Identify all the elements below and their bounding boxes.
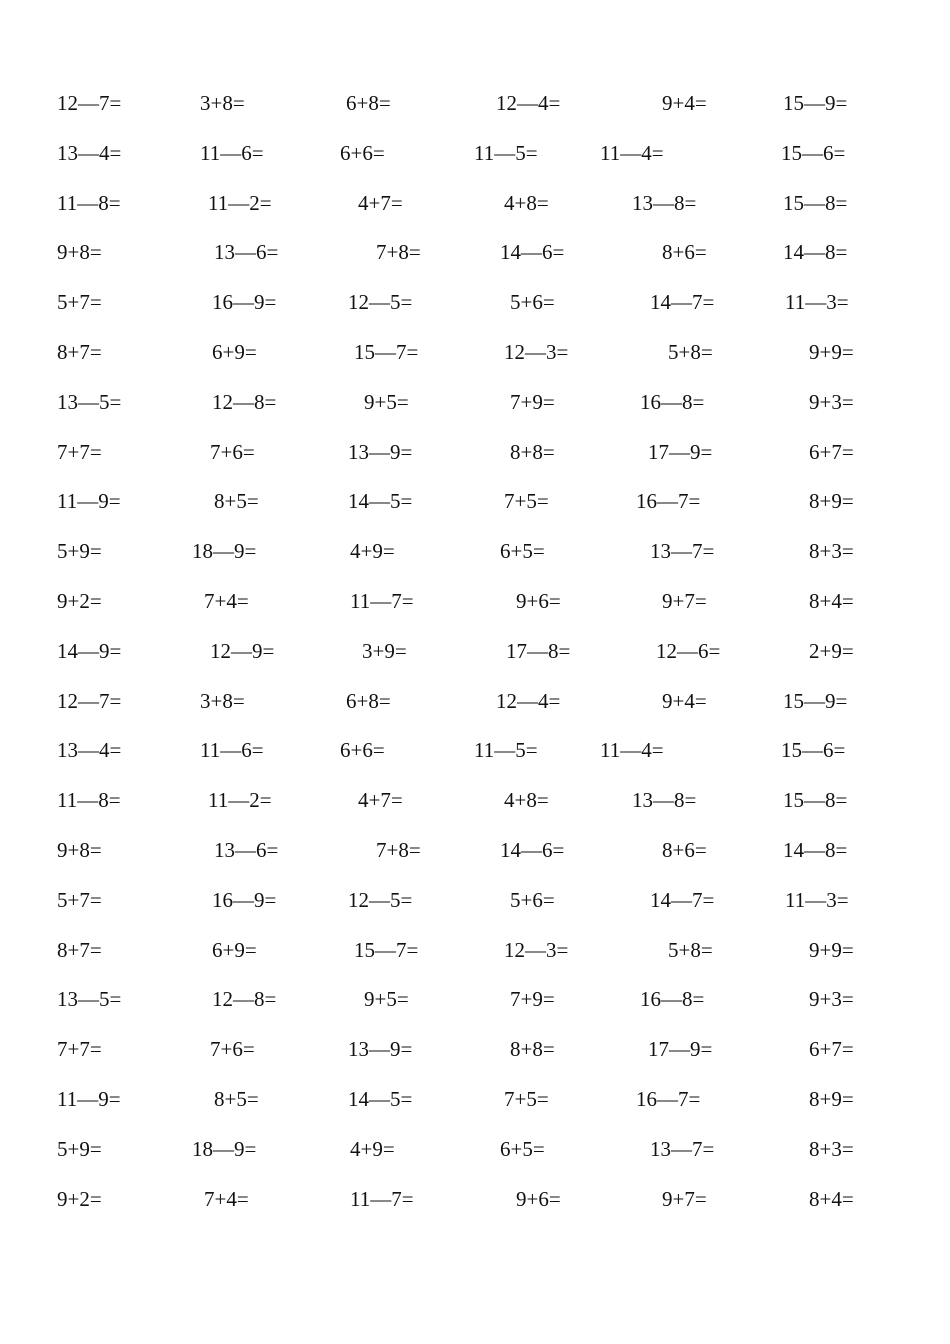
- arithmetic-problem: 5+6=: [510, 290, 555, 315]
- arithmetic-problem: 14—6=: [500, 838, 565, 862]
- arithmetic-problem: 11—2=: [208, 788, 272, 813]
- arithmetic-problem: 9+8=: [57, 240, 102, 265]
- arithmetic-problem: 15—7=: [354, 937, 419, 962]
- arithmetic-problem: 17—8=: [506, 638, 571, 663]
- problem-row: [0, 91, 950, 141]
- arithmetic-problem: 16—8=: [640, 389, 705, 414]
- arithmetic-problem: 4+7=: [358, 190, 403, 215]
- arithmetic-problem: 8+3=: [809, 1136, 854, 1161]
- arithmetic-problem: 5+8=: [668, 340, 713, 364]
- arithmetic-problem: 9+6=: [516, 589, 561, 613]
- arithmetic-problem: 18—9=: [192, 539, 257, 564]
- arithmetic-problem: 14—9=: [57, 638, 122, 663]
- arithmetic-problem: 16—9=: [212, 290, 277, 315]
- arithmetic-problem: 2+9=: [809, 638, 854, 663]
- arithmetic-problem: 11—4=: [600, 738, 664, 763]
- arithmetic-problem: 9+2=: [57, 589, 102, 613]
- arithmetic-problem: 13—7=: [650, 1136, 715, 1161]
- arithmetic-problem: 15—8=: [783, 190, 848, 215]
- arithmetic-problem: 11—5=: [474, 140, 538, 165]
- arithmetic-problem: 16—7=: [636, 489, 701, 514]
- problem-row: [0, 539, 950, 589]
- problem-row: [0, 290, 950, 340]
- problem-row: [0, 440, 950, 490]
- arithmetic-problem: 14—5=: [348, 1087, 413, 1111]
- arithmetic-problem: 8+9=: [809, 489, 854, 514]
- arithmetic-problem: 11—3=: [785, 290, 849, 315]
- arithmetic-problem: 11—7=: [350, 1186, 414, 1211]
- arithmetic-problem: 14—5=: [348, 489, 413, 514]
- arithmetic-problem: 4+9=: [350, 1136, 395, 1161]
- arithmetic-problem: 11—7=: [350, 589, 414, 613]
- arithmetic-problem: 12—9=: [210, 638, 275, 663]
- arithmetic-problem: 12—5=: [348, 887, 413, 912]
- arithmetic-problem: 5+6=: [510, 887, 555, 912]
- arithmetic-problem: 8+4=: [809, 1186, 854, 1211]
- arithmetic-problem: 3+9=: [362, 638, 407, 663]
- arithmetic-problem: 6+9=: [212, 937, 257, 962]
- arithmetic-problem: 6+5=: [500, 1136, 545, 1161]
- arithmetic-problem: 4+8=: [504, 788, 549, 813]
- arithmetic-problem: 9+7=: [662, 1186, 707, 1211]
- arithmetic-problem: 12—4=: [496, 688, 561, 713]
- arithmetic-problem: 9+3=: [809, 389, 854, 414]
- arithmetic-problem: 7+5=: [504, 1087, 549, 1111]
- arithmetic-problem: 13—7=: [650, 539, 715, 564]
- arithmetic-problem: 9+5=: [364, 389, 409, 414]
- arithmetic-problem: 8+9=: [809, 1087, 854, 1111]
- problem-row: [0, 838, 950, 888]
- arithmetic-problem: 7+7=: [57, 1037, 102, 1062]
- arithmetic-problem: 14—8=: [783, 240, 848, 265]
- problem-row: [0, 141, 950, 191]
- arithmetic-problem: 11—8=: [57, 788, 121, 813]
- arithmetic-problem: 5+9=: [57, 1136, 102, 1161]
- arithmetic-problem: 8+3=: [809, 539, 854, 564]
- arithmetic-problem: 12—7=: [57, 688, 122, 713]
- arithmetic-problem: 14—7=: [650, 887, 715, 912]
- arithmetic-problem: 13—4=: [57, 738, 122, 763]
- arithmetic-problem: 7+8=: [376, 838, 421, 862]
- arithmetic-problem: 5+7=: [57, 887, 102, 912]
- problem-row: [0, 390, 950, 440]
- problem-row: [0, 191, 950, 241]
- arithmetic-problem: 9+7=: [662, 589, 707, 613]
- arithmetic-problem: 13—8=: [632, 190, 697, 215]
- arithmetic-problem: 8+5=: [214, 489, 259, 514]
- arithmetic-problem: 14—8=: [783, 838, 848, 862]
- arithmetic-problem: 11—6=: [200, 738, 264, 763]
- arithmetic-problem: 7+9=: [510, 987, 555, 1012]
- problem-row: [0, 240, 950, 290]
- arithmetic-problem: 9+4=: [662, 688, 707, 713]
- arithmetic-problem: 11—5=: [474, 738, 538, 763]
- arithmetic-problem: 15—6=: [781, 140, 846, 165]
- arithmetic-problem: 13—4=: [57, 140, 122, 165]
- arithmetic-problem: 5+7=: [57, 290, 102, 315]
- arithmetic-problem: 8+7=: [57, 340, 102, 364]
- arithmetic-problem: 16—9=: [212, 887, 277, 912]
- problem-row: [0, 987, 950, 1037]
- arithmetic-problem: 9+6=: [516, 1186, 561, 1211]
- arithmetic-problem: 13—6=: [214, 240, 279, 265]
- arithmetic-problem: 17—9=: [648, 439, 713, 464]
- problem-row: [0, 1137, 950, 1187]
- arithmetic-problem: 3+8=: [200, 91, 245, 115]
- problem-row: [0, 1037, 950, 1087]
- arithmetic-problem: 7+4=: [204, 589, 249, 613]
- arithmetic-problem: 6+7=: [809, 1037, 854, 1062]
- arithmetic-problem: 15—9=: [783, 91, 848, 115]
- arithmetic-problem: 15—8=: [783, 788, 848, 813]
- arithmetic-problem: 13—8=: [632, 788, 697, 813]
- arithmetic-problem: 15—7=: [354, 340, 419, 364]
- arithmetic-problem: 4+7=: [358, 788, 403, 813]
- arithmetic-problem: 11—2=: [208, 190, 272, 215]
- arithmetic-problem: 8+6=: [662, 240, 707, 265]
- arithmetic-problem: 16—7=: [636, 1087, 701, 1111]
- arithmetic-problem: 12—7=: [57, 91, 122, 115]
- arithmetic-problem: 15—6=: [781, 738, 846, 763]
- arithmetic-problem: 7+5=: [504, 489, 549, 514]
- arithmetic-problem: 7+9=: [510, 389, 555, 414]
- arithmetic-problem: 12—8=: [212, 987, 277, 1012]
- arithmetic-problem: 13—5=: [57, 389, 122, 414]
- arithmetic-problem: 6+8=: [346, 688, 391, 713]
- problem-row: [0, 888, 950, 938]
- arithmetic-problem: 9+9=: [809, 937, 854, 962]
- arithmetic-problem: 11—9=: [57, 489, 121, 514]
- arithmetic-problem: 12—6=: [656, 638, 721, 663]
- problem-row: [0, 639, 950, 689]
- problem-row: [0, 1187, 950, 1237]
- arithmetic-problem: 13—9=: [348, 439, 413, 464]
- arithmetic-problem: 5+8=: [668, 937, 713, 962]
- arithmetic-problem: 8+8=: [510, 439, 555, 464]
- arithmetic-problem: 11—3=: [785, 887, 849, 912]
- arithmetic-problem: 12—5=: [348, 290, 413, 315]
- arithmetic-problem: 6+7=: [809, 439, 854, 464]
- arithmetic-problem: 14—6=: [500, 240, 565, 265]
- arithmetic-problem: 7+8=: [376, 240, 421, 265]
- arithmetic-problem: 18—9=: [192, 1136, 257, 1161]
- problem-row: [0, 340, 950, 390]
- arithmetic-problem: 12—3=: [504, 937, 569, 962]
- arithmetic-problem: 14—7=: [650, 290, 715, 315]
- arithmetic-problem: 6+8=: [346, 91, 391, 115]
- arithmetic-problem: 6+6=: [340, 738, 385, 763]
- arithmetic-problem: 8+8=: [510, 1037, 555, 1062]
- arithmetic-problem: 9+3=: [809, 987, 854, 1012]
- arithmetic-problem: 13—9=: [348, 1037, 413, 1062]
- arithmetic-problem: 11—4=: [600, 140, 664, 165]
- arithmetic-problem: 11—9=: [57, 1087, 121, 1111]
- arithmetic-problem: 9+9=: [809, 340, 854, 364]
- arithmetic-problem: 9+4=: [662, 91, 707, 115]
- arithmetic-problem: 17—9=: [648, 1037, 713, 1062]
- problem-row: [0, 938, 950, 988]
- arithmetic-problem: 4+9=: [350, 539, 395, 564]
- arithmetic-problem: 13—6=: [214, 838, 279, 862]
- arithmetic-problem: 7+7=: [57, 439, 102, 464]
- problem-row: [0, 689, 950, 739]
- arithmetic-problem: 8+6=: [662, 838, 707, 862]
- arithmetic-problem: 11—8=: [57, 190, 121, 215]
- arithmetic-problem: 13—5=: [57, 987, 122, 1012]
- arithmetic-problem: 15—9=: [783, 688, 848, 713]
- problem-row: [0, 738, 950, 788]
- problem-row: [0, 788, 950, 838]
- arithmetic-problem: 6+6=: [340, 140, 385, 165]
- problem-row: [0, 589, 950, 639]
- arithmetic-problem: 8+7=: [57, 937, 102, 962]
- arithmetic-problem: 7+6=: [210, 1037, 255, 1062]
- arithmetic-problem: 6+5=: [500, 539, 545, 564]
- arithmetic-problem: 3+8=: [200, 688, 245, 713]
- arithmetic-problem: 8+4=: [809, 589, 854, 613]
- arithmetic-problem: 12—4=: [496, 91, 561, 115]
- arithmetic-problem: 8+5=: [214, 1087, 259, 1111]
- arithmetic-problem: 4+8=: [504, 190, 549, 215]
- arithmetic-problem: 12—3=: [504, 340, 569, 364]
- arithmetic-problem: 5+9=: [57, 539, 102, 564]
- arithmetic-problem: 6+9=: [212, 340, 257, 364]
- problem-row: [0, 489, 950, 539]
- arithmetic-problem: 9+5=: [364, 987, 409, 1012]
- arithmetic-problem: 9+2=: [57, 1186, 102, 1211]
- arithmetic-problem: 16—8=: [640, 987, 705, 1012]
- arithmetic-problem: 7+6=: [210, 439, 255, 464]
- problem-row: [0, 1087, 950, 1137]
- arithmetic-problem: 11—6=: [200, 140, 264, 165]
- arithmetic-problem: 12—8=: [212, 389, 277, 414]
- arithmetic-problem: 7+4=: [204, 1186, 249, 1211]
- arithmetic-problem: 9+8=: [57, 838, 102, 862]
